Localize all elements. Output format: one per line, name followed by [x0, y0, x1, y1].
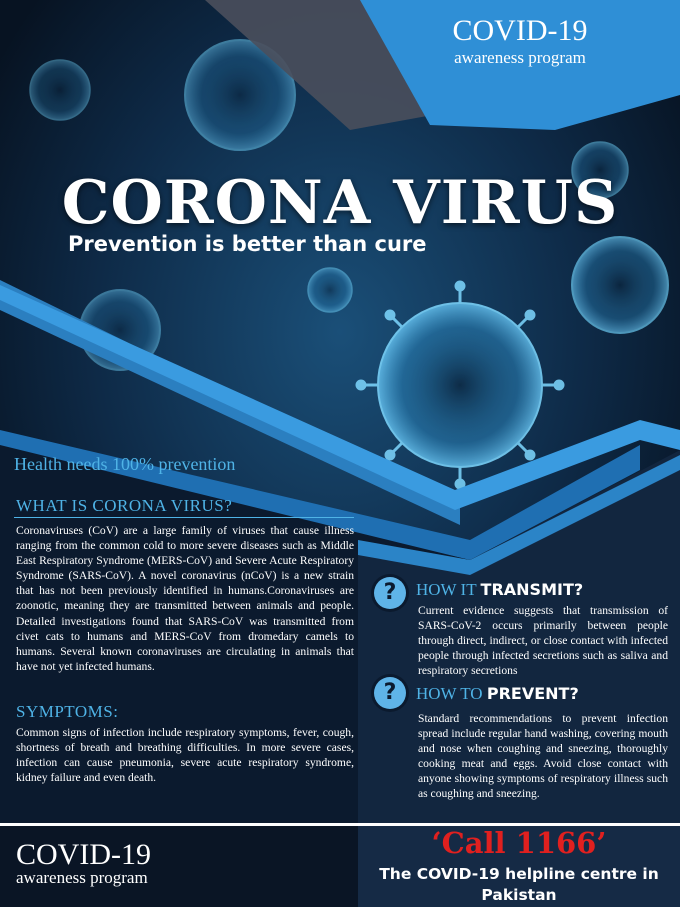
question-icon: ? [374, 577, 406, 609]
symptoms-text: Common signs of infection include respiratory symptoms, fever, cough, shortness of breath and breathing difficulties. In more severe cases, infection can cause pneumonia, severe acute respiratory syndrome, kidney failure and even death. [16, 726, 354, 785]
page-title: CORONA VIRUS [61, 168, 619, 238]
badge-subtitle: awareness program [454, 48, 586, 67]
footer-subtitle: awareness program [16, 868, 148, 887]
prevent-heading-bold: PREVENT? [486, 684, 579, 703]
transmit-heading-bold: TRANSMIT? [480, 580, 584, 599]
page-tagline: Prevention is better than cure [68, 232, 427, 256]
heading-divider [14, 517, 354, 518]
question-icon: ? [374, 677, 406, 709]
transmit-heading [416, 580, 583, 600]
transmit-heading-plain: HOW IT [416, 580, 481, 599]
prevent-text: Standard recommendations to prevent infection spread include regular hand washing, covering mouth and nose when coughing and sneezing, thoroughly cooking meat and eggs. Avoid close contact with anyone showing symptoms of respiratory illness such as coughing and sneezing. [418, 712, 668, 801]
symptoms-heading: SYMPTOMS: [16, 702, 119, 721]
prevent-heading [416, 684, 579, 704]
what-text: Coronaviruses (CoV) are a large family of viruses that cause illness ranging from the common cold to more severe diseases such as Middle East Respiratory Syndrome (MERS-CoV) and Severe Acute Respiratory Syndrome (SARS-CoV). A novel coronavirus (nCoV) is a new strain that has not been previously identified in humans.Coronaviruses are zoonotic, meaning they are transmitted between animals and people. Detailed investigations found that SARS-CoV was transmitted from civet cats to humans and MERS-CoV from dromedary camels to humans. Several known coronaviruses are circulating in animals that have not yet infected humans. [16, 524, 354, 673]
what-heading: WHAT IS CORONA VIRUS? [16, 496, 233, 515]
transmit-text: Current evidence suggests that transmission of SARS-CoV-2 occurs primarily between people through direct, indirect, or close contact with infected people through infected secretions such as saliva and respiratory secretions [418, 604, 668, 678]
health-tagline: Health needs 100% prevention [14, 454, 236, 474]
helpline-text: The COVID-19 helpline centre in Pakistan [379, 865, 659, 904]
footer-title: COVID-19 [16, 838, 151, 871]
helpline-call: ‘Call 1166’ [431, 826, 607, 860]
prevent-heading-plain: HOW TO [416, 684, 487, 703]
badge-title: COVID-19 [452, 14, 588, 47]
